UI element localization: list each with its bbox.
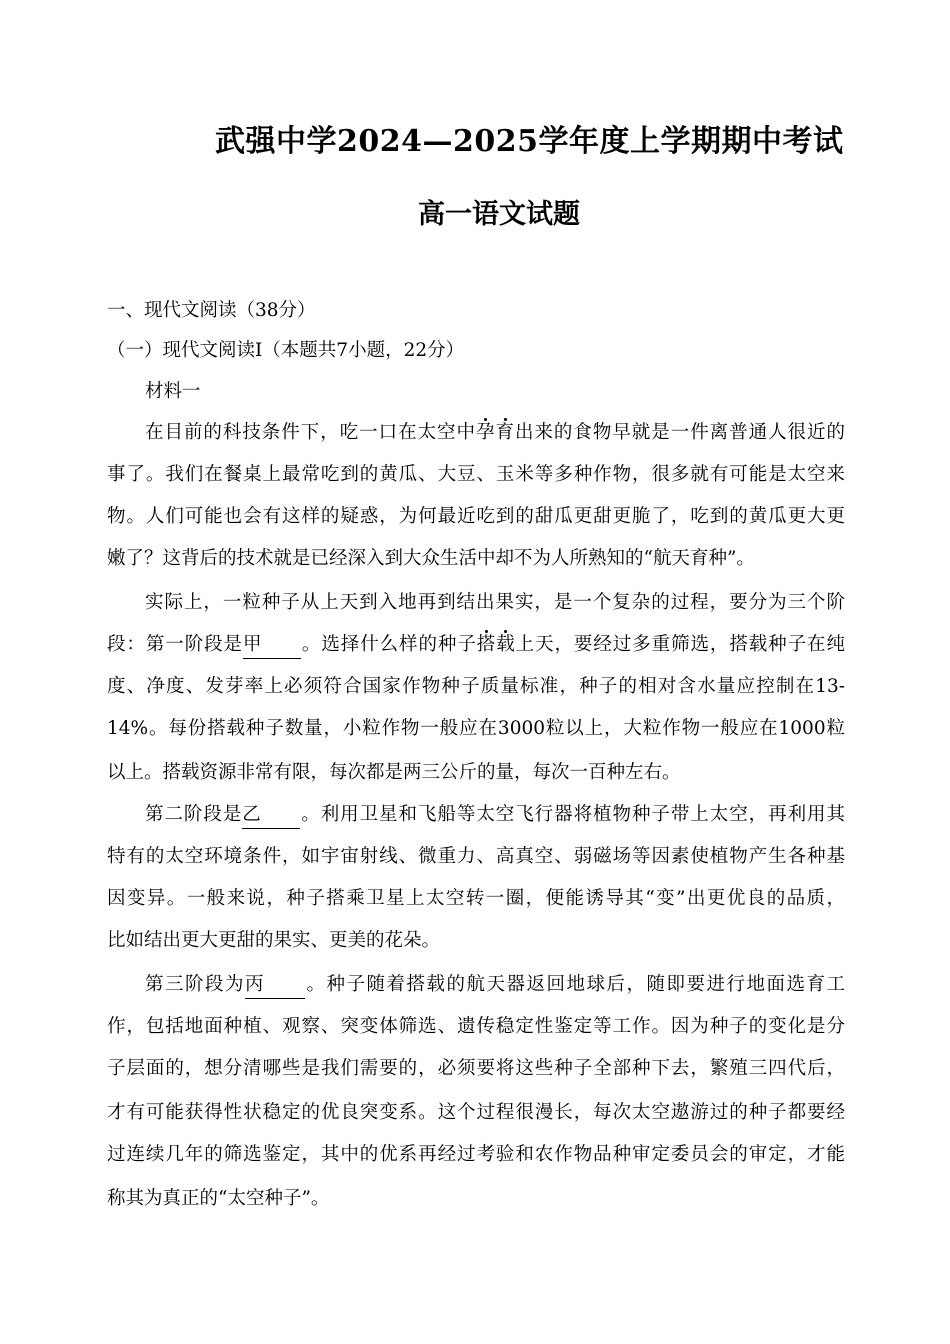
subsection-heading: （一）现代文阅读Ⅰ（本题共7小题，22分） bbox=[107, 340, 465, 361]
exam-title: 武强中学2024—2025学年度上学期期中考试 bbox=[215, 124, 844, 159]
section-heading: 一、现代文阅读（38分） bbox=[107, 300, 316, 321]
exam-subtitle: 高一语文试题 bbox=[418, 199, 580, 230]
paragraph-3-line-2: 特有的太空环境条件，如宇宙射线、微重力、高真空、弱磁场等因素使植物产生各种基 bbox=[107, 846, 845, 867]
paragraph-2-line-3: 度、净度、发芽率上必须符合国家作物种子质量标准，种子的相对含水量应控制在13- bbox=[107, 676, 845, 697]
fill-blank-jia: 甲 bbox=[243, 632, 301, 659]
emphasis-dot-char: 搭 bbox=[476, 634, 497, 655]
paragraph-2-line-4: 14%。每份搭载种子数量，小粒作物一般应在3000粒以上，大粒作物一般应在1000粒 bbox=[107, 718, 845, 739]
paragraph-1-line-1: 在目前的科技条件下，吃一口在太空中孕育出来的食物早就是一件离普通人很近的 bbox=[145, 422, 845, 443]
paragraph-4-line-2: 作，包括地面种植、观察、突变体筛选、遗传稳定性鉴定等工作。因为种子的变化是分 bbox=[107, 1016, 845, 1037]
emphasis-dot-char: 载 bbox=[496, 634, 516, 655]
paragraph-1-line-4: 嫩了？这背后的技术就是已经深入到大众生活中却不为人所熟知的“航天育种”。 bbox=[107, 548, 755, 569]
paragraph-1-line-2: 事了。我们在餐桌上最常吃到的黄瓜、大豆、玉米等多种作物，很多就有可能是太空来 bbox=[107, 464, 845, 485]
paragraph-2-line-1: 实际上，一粒种子从上天到入地再到结出果实，是一个复杂的过程，要分为三个阶 bbox=[145, 592, 845, 613]
paragraph-1-line-3: 物。人们可能也会有这样的疑惑，为何最近吃到的甜瓜更甜更脆了，吃到的黄瓜更大更 bbox=[107, 506, 845, 527]
emphasis-dot-char: 育 bbox=[495, 422, 515, 443]
fill-blank-bing: 丙 bbox=[245, 972, 305, 999]
paragraph-4-line-5: 过连续几年的筛选鉴定，其中的优系再经过考验和农作物品种审定委员会的审定，才能 bbox=[107, 1144, 845, 1165]
paragraph-3-line-3: 因变异。一般来说，种子搭乘卫星上太空转一圈，便能诱导其“变”出更优良的品质， bbox=[107, 888, 845, 909]
paragraph-4-line-4: 才有可能获得性状稳定的优良突变系。这个过程很漫长，每次太空遨游过的种子都要经 bbox=[107, 1102, 845, 1123]
emphasis-dot-char: 孕 bbox=[476, 422, 496, 443]
paragraph-2-line-5: 以上。搭载资源非常有限，每次都是两三公斤的量，每次一百种左右。 bbox=[107, 762, 681, 783]
fill-blank-yi: 乙 bbox=[242, 802, 300, 829]
paragraph-4-line-6: 称其为真正的“太空种子”。 bbox=[107, 1188, 330, 1209]
paragraph-2-line-2: 段：第一阶段是甲 。选择什么样的种子搭载上天，要经过多重筛选，搭载种子在纯 bbox=[107, 625, 845, 665]
paragraph-4-line-3: 子层面的，想分清哪些是我们需要的，必须要将这些种子全部种下去，繁殖三四代后， bbox=[107, 1058, 845, 1079]
material-label: 材料一 bbox=[145, 381, 201, 402]
paragraph-3-line-4: 比如结出更大更甜的果实、更美的花朵。 bbox=[107, 930, 441, 951]
paragraph-4-line-1: 第三阶段为丙 。种子随着搭载的航天器返回地球后，随即要进行地面选育工 bbox=[145, 965, 845, 1005]
paragraph-3-line-1: 第二阶段是乙 。利用卫星和飞船等太空飞行器将植物种子带上太空，再利用其 bbox=[145, 795, 845, 835]
